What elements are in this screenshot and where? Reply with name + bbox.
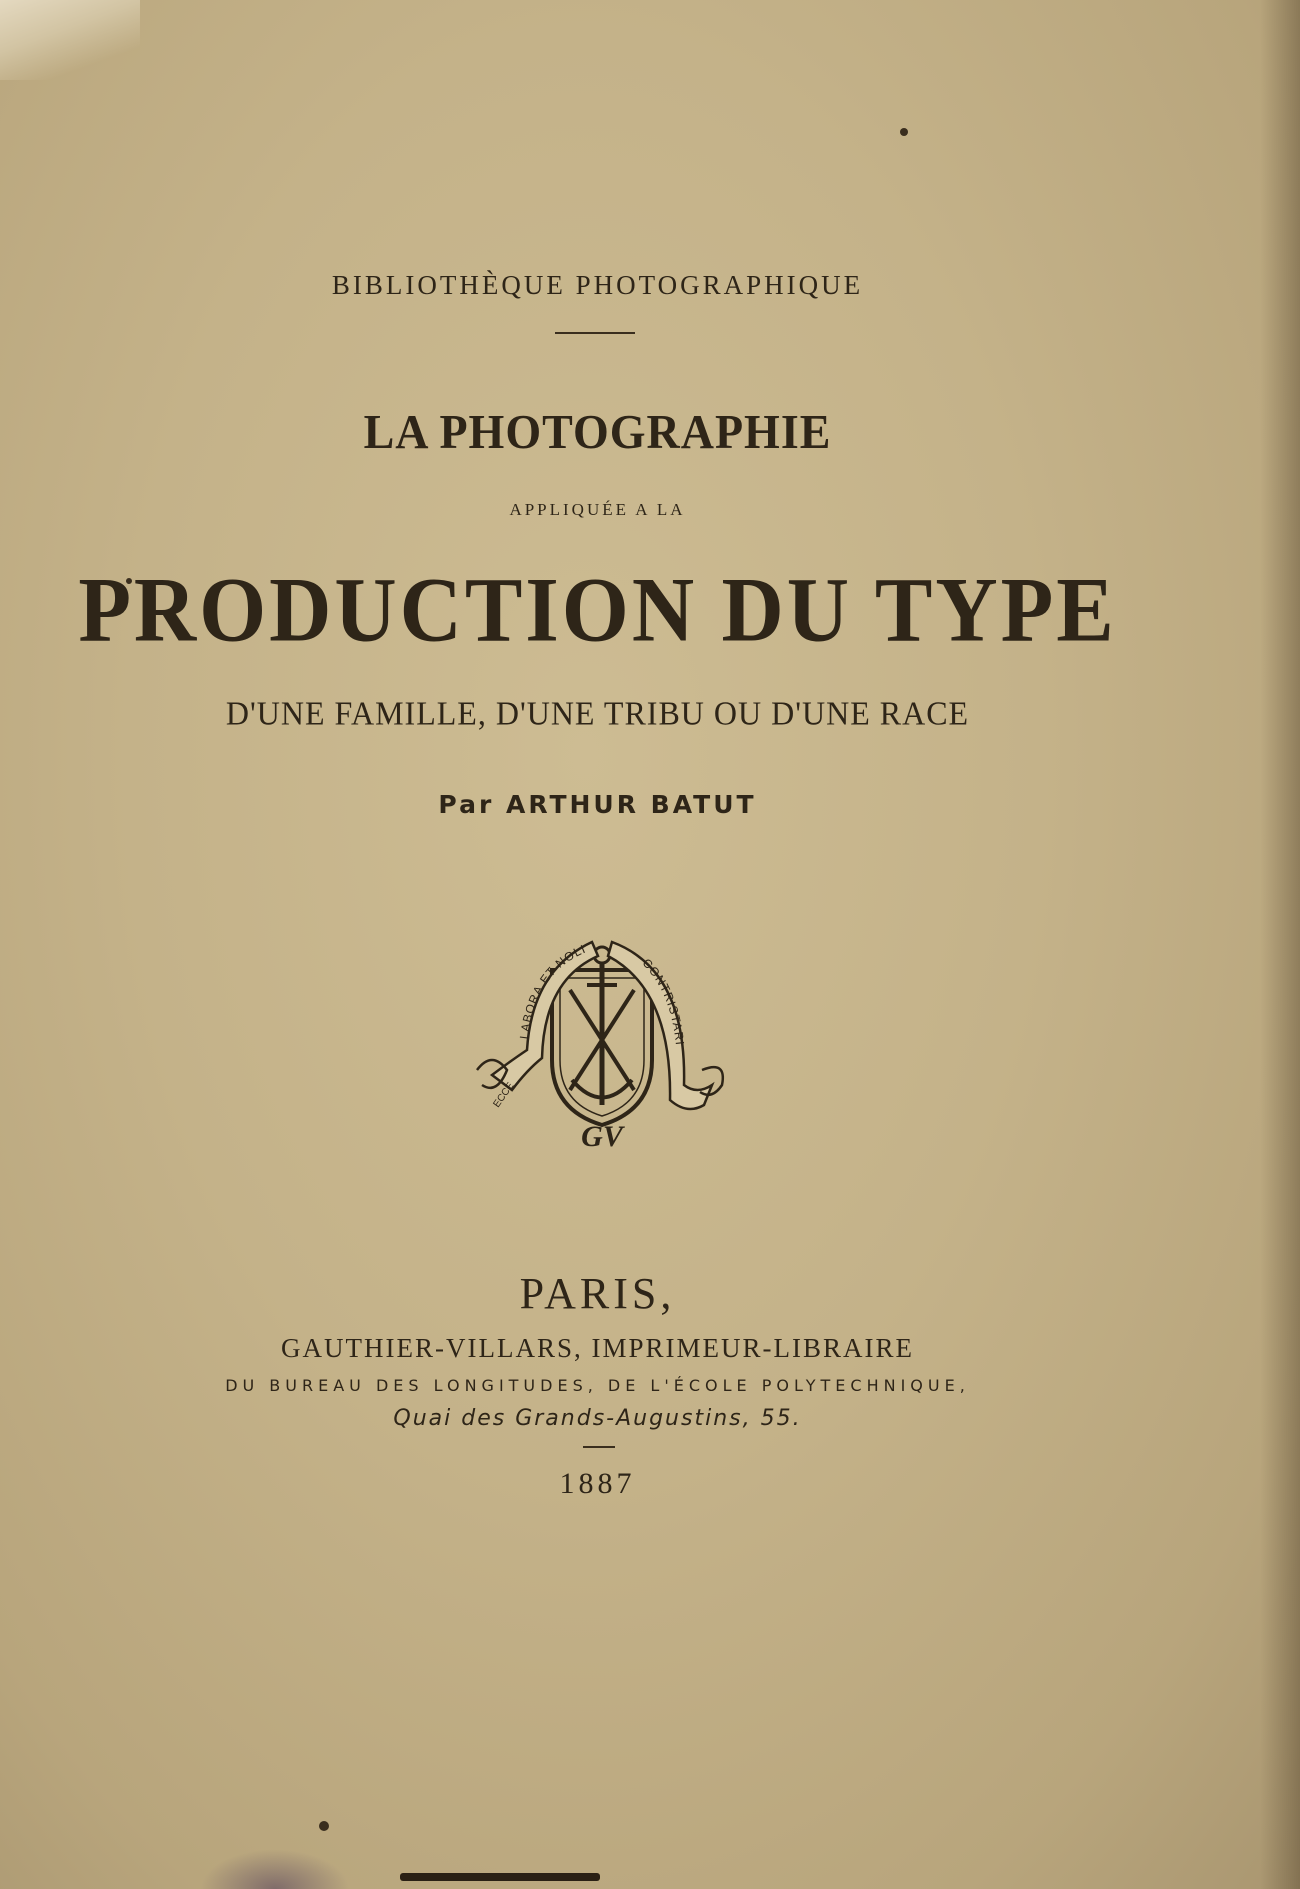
title-line-2: APPLIQUÉE A LA — [509, 500, 686, 519]
ink-stain — [200, 1849, 350, 1889]
torn-corner — [0, 0, 140, 80]
emblem-motto-extra: ECCE — [491, 1080, 517, 1110]
imprint-year: 1887 — [559, 1467, 636, 1500]
divider-rule — [555, 332, 635, 334]
foxing-spot — [319, 1821, 329, 1831]
imprint-bureau: DU BUREAU DES LONGITUDES, DE L'ÉCOLE POLYTECHNIQUE, — [225, 1376, 970, 1395]
emblem-motto-right: CONTRISTARI — [639, 955, 688, 1047]
emblem-monogram: GV — [581, 1120, 623, 1150]
imprint-city: PARIS, — [519, 1269, 676, 1318]
imprint-address: Quai des Grands-Augustins, 55. — [393, 1406, 802, 1431]
imprint-publisher: GAUTHIER-VILLARS, IMPRIMEUR-LIBRAIRE — [281, 1333, 914, 1363]
publisher-emblem-icon — [472, 910, 732, 1150]
divider-rule — [583, 1446, 615, 1448]
binding-remnant — [400, 1873, 600, 1881]
emblem-motto-left: LABORA ET NOLI — [516, 941, 589, 1041]
foxing-spot — [900, 128, 908, 136]
page-edge-shadow — [1260, 0, 1300, 1889]
series-title: BIBLIOTHÈQUE PHOTOGRAPHIQUE — [331, 270, 864, 300]
author-line: Par ARTHUR BATUT — [438, 790, 757, 819]
title-line-1: LA PHOTOGRAPHIE — [363, 404, 832, 459]
subtitle: D'UNE FAMILLE, D'UNE TRIBU OU D'UNE RACE — [225, 694, 970, 732]
main-title: PRODUCTION DU TYPE — [78, 559, 1117, 662]
